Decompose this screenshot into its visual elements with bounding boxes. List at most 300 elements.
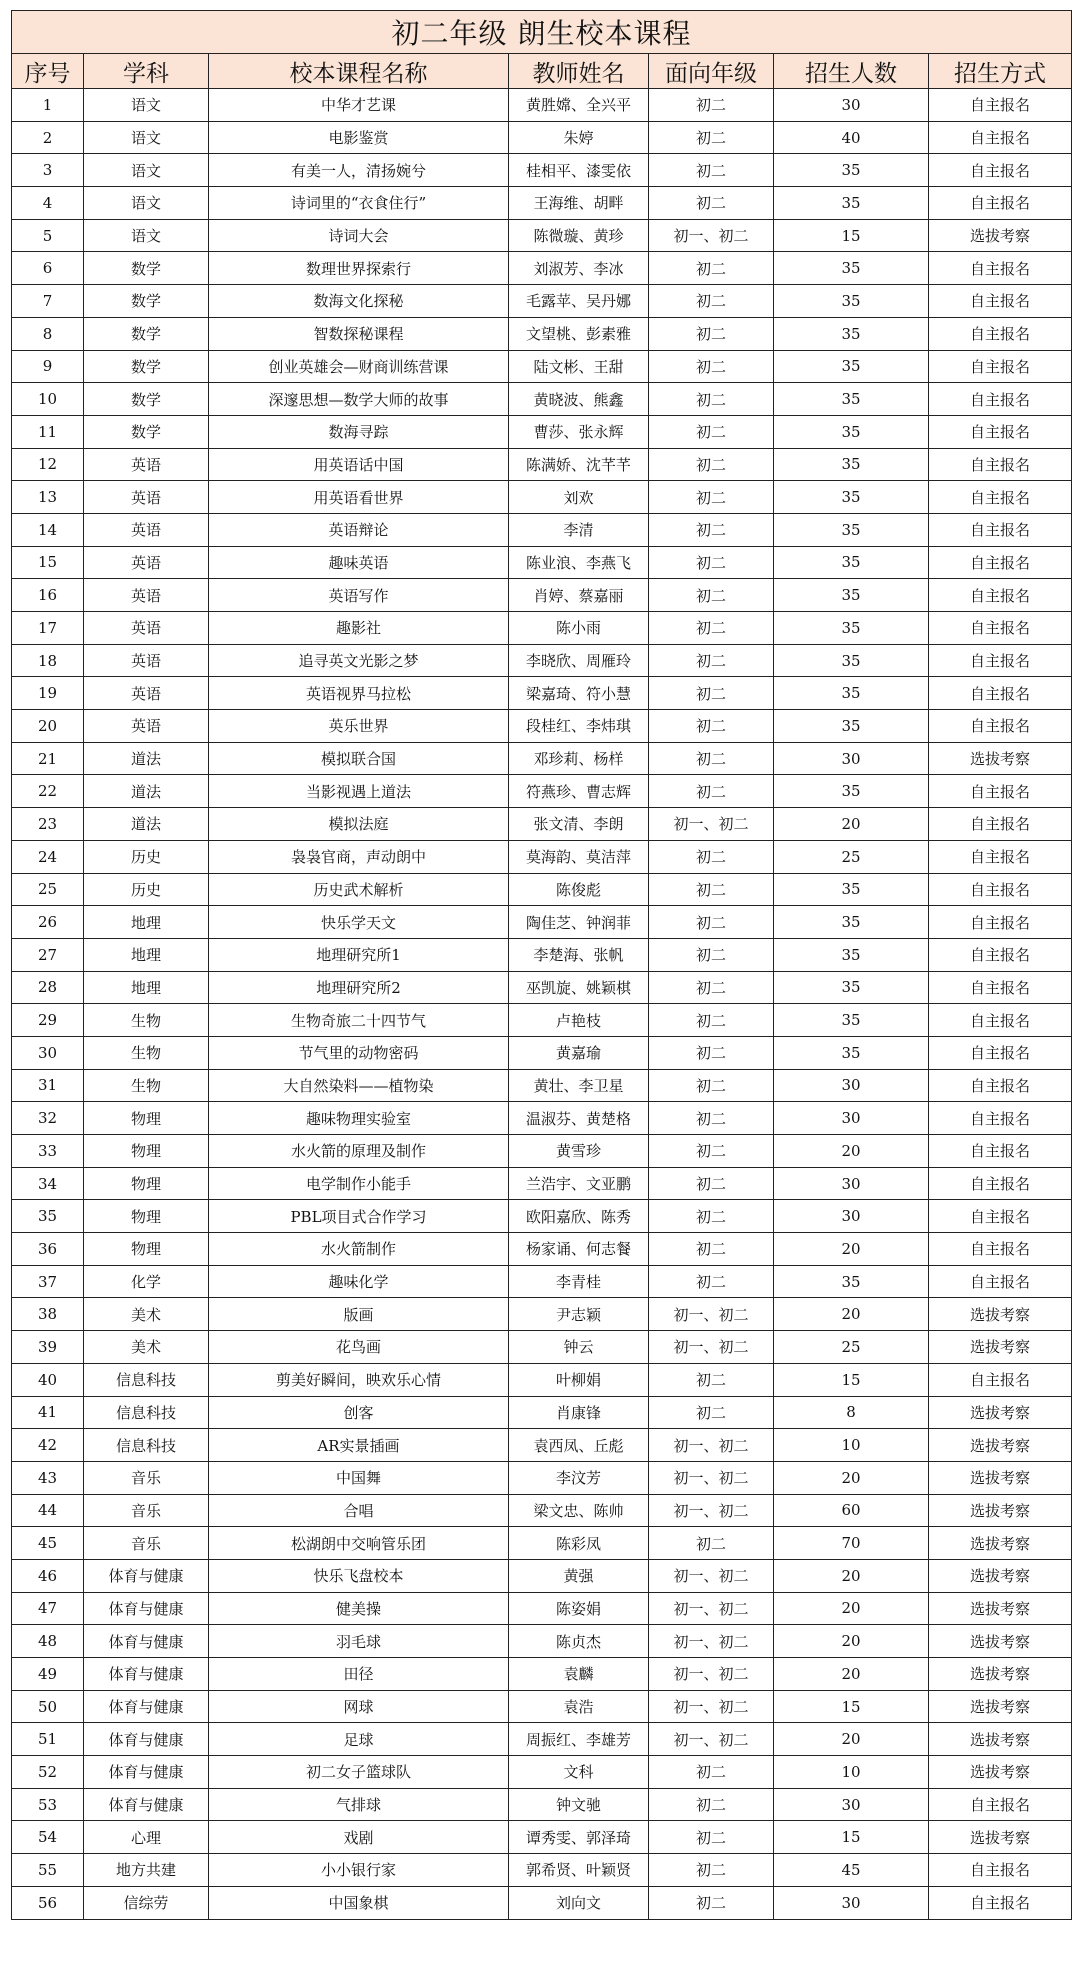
table-row [12,252,1072,285]
cell-course-name: 足球 [209,1723,509,1756]
header-method: 招生方式 [929,54,1072,89]
table-row [12,1233,1072,1266]
cell-subject: 地方共建 [84,1854,209,1887]
cell-teacher: 黄壮、李卫星 [509,1069,649,1102]
cell-index: 49 [12,1658,84,1691]
cell-grade: 初二 [649,579,774,612]
cell-grade: 初二 [649,1135,774,1168]
cell-course-name: 电学制作小能手 [209,1167,509,1200]
cell-subject: 生物 [84,1069,209,1102]
cell-teacher: 刘欢 [509,481,649,514]
cell-grade: 初二 [649,317,774,350]
cell-method: 自主报名 [929,1886,1072,1919]
table-row [12,840,1072,873]
cell-index: 23 [12,808,84,841]
cell-course-name: 戏剧 [209,1821,509,1854]
cell-index: 18 [12,644,84,677]
header-grade: 面向年级 [649,54,774,89]
cell-subject: 化学 [84,1265,209,1298]
cell-grade: 初二 [649,546,774,579]
cell-subject: 英语 [84,448,209,481]
cell-grade: 初二 [649,710,774,743]
cell-subject: 道法 [84,742,209,775]
cell-enrollment: 35 [774,938,929,971]
cell-grade: 初二 [649,481,774,514]
cell-subject: 英语 [84,546,209,579]
cell-method: 选拔考察 [929,1723,1072,1756]
cell-enrollment: 15 [774,1821,929,1854]
cell-index: 32 [12,1102,84,1135]
cell-teacher: 李楚海、张帆 [509,938,649,971]
table-row [12,1135,1072,1168]
cell-method: 自主报名 [929,1167,1072,1200]
cell-enrollment: 60 [774,1494,929,1527]
table-row [12,415,1072,448]
table-row [12,1527,1072,1560]
cell-course-name: 英语辩论 [209,513,509,546]
table-row [12,1690,1072,1723]
cell-enrollment: 15 [774,1690,929,1723]
table-row [12,1265,1072,1298]
cell-course-name: 用英语看世界 [209,481,509,514]
cell-course-name: 松湖朗中交响管乐团 [209,1527,509,1560]
cell-course-name: 地理研究所2 [209,971,509,1004]
cell-grade: 初一、初二 [649,808,774,841]
cell-course-name: 用英语话中国 [209,448,509,481]
table-row [12,1298,1072,1331]
cell-teacher: 黄晓波、熊鑫 [509,383,649,416]
cell-subject: 心理 [84,1821,209,1854]
cell-teacher: 段桂红、李炜琪 [509,710,649,743]
cell-index: 9 [12,350,84,383]
cell-enrollment: 30 [774,1102,929,1135]
cell-enrollment: 30 [774,742,929,775]
cell-course-name: 花鸟画 [209,1331,509,1364]
cell-enrollment: 35 [774,154,929,187]
cell-enrollment: 35 [774,710,929,743]
cell-index: 53 [12,1788,84,1821]
cell-enrollment: 15 [774,1363,929,1396]
cell-index: 29 [12,1004,84,1037]
cell-course-name: 模拟法庭 [209,808,509,841]
cell-teacher: 邓珍莉、杨样 [509,742,649,775]
table-row [12,1658,1072,1691]
cell-course-name: 数理世界探索行 [209,252,509,285]
cell-method: 自主报名 [929,285,1072,318]
cell-subject: 体育与健康 [84,1625,209,1658]
cell-grade: 初一、初二 [649,1690,774,1723]
cell-course-name: 羽毛球 [209,1625,509,1658]
cell-subject: 音乐 [84,1461,209,1494]
cell-index: 56 [12,1886,84,1919]
cell-method: 选拔考察 [929,1298,1072,1331]
cell-index: 25 [12,873,84,906]
cell-enrollment: 35 [774,644,929,677]
cell-method: 自主报名 [929,1854,1072,1887]
cell-method: 选拔考察 [929,1461,1072,1494]
cell-grade: 初二 [649,415,774,448]
cell-subject: 地理 [84,906,209,939]
header-enrollment: 招生人数 [774,54,929,89]
cell-subject: 历史 [84,840,209,873]
cell-method: 选拔考察 [929,1821,1072,1854]
cell-grade: 初二 [649,1363,774,1396]
cell-subject: 物理 [84,1233,209,1266]
table-row [12,1625,1072,1658]
table-row [12,873,1072,906]
cell-enrollment: 20 [774,1658,929,1691]
table-row [12,1004,1072,1037]
table-row [12,1559,1072,1592]
table-row [12,1821,1072,1854]
cell-index: 42 [12,1429,84,1462]
table-row [12,513,1072,546]
cell-subject: 英语 [84,579,209,612]
table-row [12,612,1072,645]
cell-course-name: 中华才艺课 [209,89,509,122]
cell-course-name: 创客 [209,1396,509,1429]
table-row [12,1494,1072,1527]
cell-index: 26 [12,906,84,939]
cell-enrollment: 45 [774,1854,929,1887]
cell-method: 自主报名 [929,906,1072,939]
table-row [12,350,1072,383]
table-row [12,1396,1072,1429]
header-course-name: 校本课程名称 [209,54,509,89]
cell-teacher: 欧阳嘉欣、陈秀 [509,1200,649,1233]
cell-grade: 初二 [649,1788,774,1821]
cell-teacher: 李青桂 [509,1265,649,1298]
cell-course-name: 中国象棋 [209,1886,509,1919]
cell-enrollment: 35 [774,285,929,318]
cell-subject: 英语 [84,513,209,546]
table-row [12,1461,1072,1494]
cell-grade: 初二 [649,383,774,416]
cell-grade: 初二 [649,513,774,546]
cell-index: 16 [12,579,84,612]
course-table [11,10,1072,1920]
cell-subject: 数学 [84,317,209,350]
cell-index: 47 [12,1592,84,1625]
cell-teacher: 陶佳芝、钟润菲 [509,906,649,939]
cell-index: 48 [12,1625,84,1658]
cell-subject: 数学 [84,415,209,448]
cell-grade: 初二 [649,1167,774,1200]
cell-grade: 初二 [649,840,774,873]
cell-index: 41 [12,1396,84,1429]
cell-method: 自主报名 [929,873,1072,906]
cell-method: 自主报名 [929,89,1072,122]
cell-subject: 信息科技 [84,1396,209,1429]
cell-grade: 初二 [649,742,774,775]
cell-index: 35 [12,1200,84,1233]
cell-grade: 初二 [649,677,774,710]
cell-teacher: 陈小雨 [509,612,649,645]
cell-method: 自主报名 [929,612,1072,645]
table-row [12,285,1072,318]
cell-teacher: 谭秀雯、郭泽琦 [509,1821,649,1854]
cell-method: 选拔考察 [929,1756,1072,1789]
cell-index: 37 [12,1265,84,1298]
cell-grade: 初一、初二 [649,1658,774,1691]
table-row [12,938,1072,971]
cell-course-name: 创业英雄会—财商训练营课 [209,350,509,383]
cell-teacher: 温淑芬、黄楚格 [509,1102,649,1135]
cell-grade: 初一、初二 [649,1723,774,1756]
cell-grade: 初一、初二 [649,1625,774,1658]
cell-method: 选拔考察 [929,1331,1072,1364]
cell-grade: 初二 [649,612,774,645]
cell-method: 选拔考察 [929,219,1072,252]
cell-enrollment: 25 [774,1331,929,1364]
cell-course-name: 水火箭的原理及制作 [209,1135,509,1168]
cell-index: 3 [12,154,84,187]
cell-index: 31 [12,1069,84,1102]
cell-course-name: 气排球 [209,1788,509,1821]
table-row [12,1036,1072,1069]
cell-grade: 初二 [649,121,774,154]
cell-enrollment: 70 [774,1527,929,1560]
cell-method: 自主报名 [929,448,1072,481]
cell-grade: 初二 [649,906,774,939]
cell-grade: 初二 [649,252,774,285]
cell-teacher: 梁文忠、陈帅 [509,1494,649,1527]
cell-course-name: 节气里的动物密码 [209,1036,509,1069]
cell-teacher: 张文清、李朗 [509,808,649,841]
cell-grade: 初二 [649,1821,774,1854]
cell-index: 30 [12,1036,84,1069]
cell-teacher: 莫海韵、莫洁萍 [509,840,649,873]
cell-index: 13 [12,481,84,514]
cell-method: 自主报名 [929,383,1072,416]
cell-index: 11 [12,415,84,448]
cell-grade: 初一、初二 [649,219,774,252]
cell-index: 22 [12,775,84,808]
table-row [12,448,1072,481]
cell-subject: 数学 [84,252,209,285]
cell-course-name: 田径 [209,1658,509,1691]
cell-enrollment: 20 [774,1135,929,1168]
table-row [12,971,1072,1004]
cell-enrollment: 35 [774,1004,929,1037]
header-row [12,54,1072,89]
cell-enrollment: 30 [774,1167,929,1200]
cell-method: 自主报名 [929,252,1072,285]
cell-course-name: 诗词里的“衣食住行” [209,187,509,220]
cell-teacher: 郭希贤、叶颖贤 [509,1854,649,1887]
cell-index: 44 [12,1494,84,1527]
cell-method: 自主报名 [929,1102,1072,1135]
cell-subject: 美术 [84,1331,209,1364]
cell-method: 自主报名 [929,350,1072,383]
cell-course-name: 初二女子篮球队 [209,1756,509,1789]
cell-method: 自主报名 [929,579,1072,612]
cell-teacher: 肖康锋 [509,1396,649,1429]
cell-course-name: 英乐世界 [209,710,509,743]
header-subject: 学科 [84,54,209,89]
cell-grade: 初一、初二 [649,1298,774,1331]
cell-enrollment: 20 [774,1592,929,1625]
cell-enrollment: 35 [774,448,929,481]
cell-teacher: 周振红、李雄芳 [509,1723,649,1756]
cell-teacher: 巫凯旋、姚颖棋 [509,971,649,1004]
cell-index: 45 [12,1527,84,1560]
cell-subject: 数学 [84,383,209,416]
cell-enrollment: 30 [774,89,929,122]
cell-course-name: 趣味英语 [209,546,509,579]
cell-grade: 初二 [649,187,774,220]
cell-teacher: 刘向文 [509,1886,649,1919]
cell-teacher: 文科 [509,1756,649,1789]
cell-teacher: 叶柳娟 [509,1363,649,1396]
cell-enrollment: 20 [774,1298,929,1331]
table-row [12,677,1072,710]
cell-teacher: 黄嘉瑜 [509,1036,649,1069]
cell-subject: 物理 [84,1102,209,1135]
cell-teacher: 兰浩宇、文亚鹏 [509,1167,649,1200]
cell-method: 自主报名 [929,775,1072,808]
cell-grade: 初二 [649,1265,774,1298]
cell-teacher: 陈微璇、黄珍 [509,219,649,252]
cell-method: 自主报名 [929,710,1072,743]
cell-index: 51 [12,1723,84,1756]
cell-teacher: 袁浩 [509,1690,649,1723]
cell-enrollment: 20 [774,1625,929,1658]
cell-teacher: 朱婷 [509,121,649,154]
cell-method: 自主报名 [929,513,1072,546]
cell-subject: 音乐 [84,1494,209,1527]
cell-teacher: 陈满娇、沈芊芊 [509,448,649,481]
table-row [12,1788,1072,1821]
table-row [12,89,1072,122]
cell-grade: 初一、初二 [649,1592,774,1625]
cell-index: 52 [12,1756,84,1789]
cell-enrollment: 35 [774,906,929,939]
cell-index: 10 [12,383,84,416]
cell-method: 选拔考察 [929,1494,1072,1527]
cell-enrollment: 35 [774,775,929,808]
cell-subject: 物理 [84,1200,209,1233]
cell-subject: 道法 [84,808,209,841]
cell-method: 自主报名 [929,481,1072,514]
cell-grade: 初二 [649,1200,774,1233]
cell-enrollment: 35 [774,350,929,383]
cell-method: 选拔考察 [929,1625,1072,1658]
cell-course-name: 英语写作 [209,579,509,612]
cell-enrollment: 35 [774,481,929,514]
cell-subject: 体育与健康 [84,1690,209,1723]
cell-method: 选拔考察 [929,1658,1072,1691]
cell-course-name: 数海寻踪 [209,415,509,448]
table-row [12,317,1072,350]
cell-subject: 生物 [84,1036,209,1069]
cell-index: 46 [12,1559,84,1592]
cell-index: 5 [12,219,84,252]
cell-enrollment: 10 [774,1429,929,1462]
cell-method: 自主报名 [929,1135,1072,1168]
cell-subject: 英语 [84,481,209,514]
cell-index: 55 [12,1854,84,1887]
cell-method: 选拔考察 [929,742,1072,775]
table-row [12,383,1072,416]
cell-teacher: 陈俊彪 [509,873,649,906]
cell-subject: 语文 [84,187,209,220]
cell-teacher: 卢艳枝 [509,1004,649,1037]
table-row [12,1854,1072,1887]
cell-course-name: 生物奇旅二十四节气 [209,1004,509,1037]
cell-index: 34 [12,1167,84,1200]
cell-subject: 语文 [84,121,209,154]
cell-method: 自主报名 [929,971,1072,1004]
cell-course-name: 快乐学天文 [209,906,509,939]
table-row [12,1102,1072,1135]
table-row [12,154,1072,187]
cell-method: 自主报名 [929,1004,1072,1037]
cell-grade: 初二 [649,775,774,808]
cell-grade: 初一、初二 [649,1559,774,1592]
cell-enrollment: 35 [774,252,929,285]
cell-subject: 英语 [84,677,209,710]
cell-index: 4 [12,187,84,220]
cell-teacher: 肖婷、蔡嘉丽 [509,579,649,612]
cell-grade: 初二 [649,971,774,1004]
cell-grade: 初二 [649,644,774,677]
cell-grade: 初二 [649,1004,774,1037]
cell-index: 40 [12,1363,84,1396]
cell-enrollment: 40 [774,121,929,154]
cell-course-name: 智数探秘课程 [209,317,509,350]
cell-method: 自主报名 [929,1233,1072,1266]
cell-grade: 初二 [649,1527,774,1560]
cell-grade: 初二 [649,1102,774,1135]
cell-course-name: 趣味物理实验室 [209,1102,509,1135]
cell-subject: 音乐 [84,1527,209,1560]
cell-method: 自主报名 [929,840,1072,873]
table-row [12,710,1072,743]
cell-teacher: 袁麟 [509,1658,649,1691]
cell-teacher: 黄强 [509,1559,649,1592]
cell-course-name: 深邃思想—数学大师的故事 [209,383,509,416]
table-row [12,1429,1072,1462]
cell-enrollment: 35 [774,415,929,448]
cell-method: 自主报名 [929,1200,1072,1233]
header-teacher: 教师姓名 [509,54,649,89]
table-row [12,481,1072,514]
cell-index: 20 [12,710,84,743]
cell-course-name: 当影视遇上道法 [209,775,509,808]
cell-teacher: 袁西凤、丘彪 [509,1429,649,1462]
cell-method: 选拔考察 [929,1592,1072,1625]
cell-grade: 初一、初二 [649,1429,774,1462]
table-row [12,1363,1072,1396]
table-row [12,1886,1072,1919]
cell-course-name: 数海文化探秘 [209,285,509,318]
cell-teacher: 曹莎、张永辉 [509,415,649,448]
cell-teacher: 文望桃、彭素雅 [509,317,649,350]
cell-method: 自主报名 [929,187,1072,220]
table-row [12,906,1072,939]
cell-course-name: 趣影社 [209,612,509,645]
cell-method: 自主报名 [929,154,1072,187]
cell-teacher: 杨家诵、何志餐 [509,1233,649,1266]
cell-method: 自主报名 [929,644,1072,677]
cell-index: 6 [12,252,84,285]
cell-index: 2 [12,121,84,154]
cell-enrollment: 30 [774,1069,929,1102]
cell-course-name: 小小银行家 [209,1854,509,1887]
cell-course-name: 剪美好瞬间，映欢乐心情 [209,1363,509,1396]
cell-enrollment: 30 [774,1200,929,1233]
